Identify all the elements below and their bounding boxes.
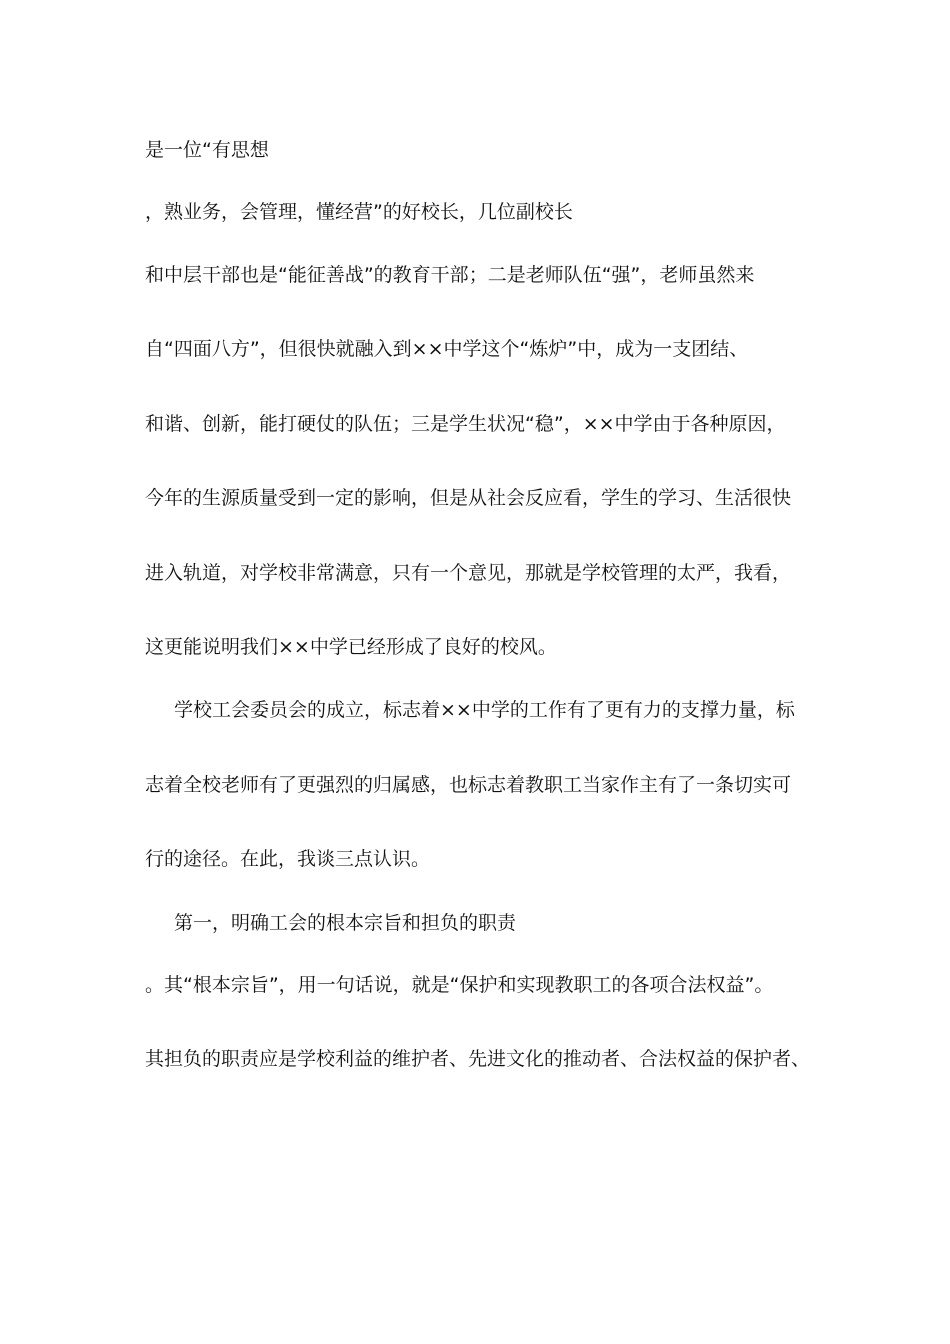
- text-line: ，熟业务，会管理，懂经营”的好校长，几位副校长: [145, 201, 573, 223]
- text-line: 自“四面八方”，但很快就融入到××中学这个“炼炉”中，成为一支团结、: [145, 338, 749, 360]
- text-line: 今年的生源质量受到一定的影响，但是从社会反应看，学生的学习、生活很快: [145, 487, 792, 509]
- text-line: 行的途径。在此，我谈三点认识。: [145, 848, 431, 870]
- text-line: 。其“根本宗旨”，用一句话说，就是“保护和实现教职工的各项合法权益”。: [145, 974, 774, 996]
- text-line: 进入轨道，对学校非常满意，只有一个意见，那就是学校管理的太严，我看，: [145, 562, 792, 584]
- text-line: 其担负的职责应是学校利益的维护者、先进文化的推动者、合法权益的保护者、: [145, 1048, 811, 1070]
- text-line: 和中层干部也是“能征善战”的教育干部；二是老师队伍“强”，老师虽然来: [145, 264, 755, 286]
- text-line: 是一位“有思想: [145, 139, 269, 161]
- paragraph-start-line: 学校工会委员会的成立，标志着××中学的工作有了更有力的支撑力量，标: [174, 699, 795, 721]
- text-line: 这更能说明我们××中学已经形成了良好的校风。: [145, 636, 557, 658]
- section-heading-line: 第一，明确工会的根本宗旨和担负的职责: [174, 912, 517, 934]
- text-line: 志着全校老师有了更强烈的归属感，也标志着教职工当家作主有了一条切实可: [145, 774, 792, 796]
- text-line: 和谐、创新，能打硬仗的队伍；三是学生状况“稳”，××中学由于各种原因，: [145, 413, 786, 435]
